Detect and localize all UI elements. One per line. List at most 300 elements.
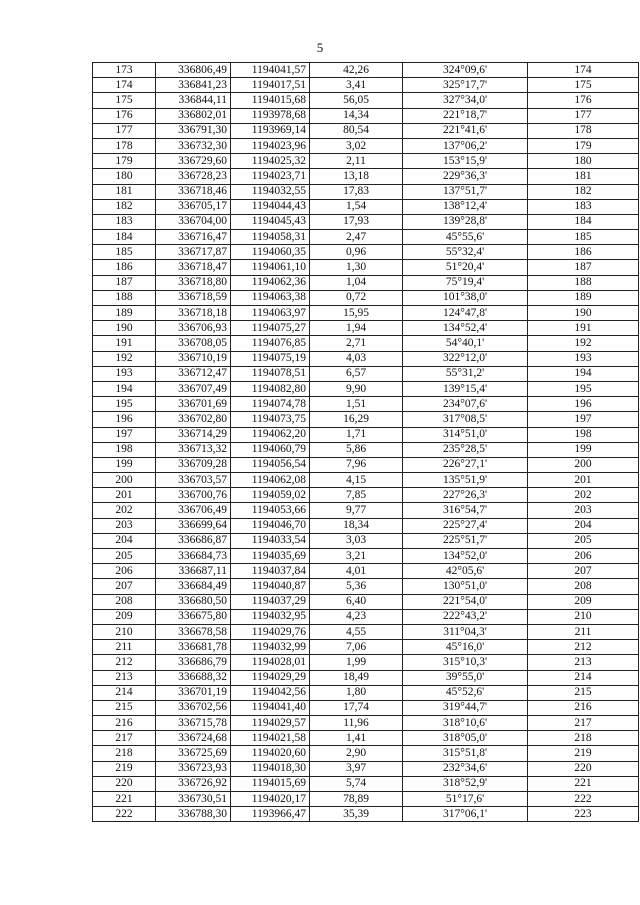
next-point-cell: 186 [528, 245, 639, 260]
direction-angle-cell: 54°40,1' [403, 336, 528, 351]
point-number-cell: 201 [93, 488, 156, 503]
table-row [93, 807, 639, 822]
table-row [93, 700, 639, 715]
distance-cell: 2,71 [310, 336, 403, 351]
table-row [93, 214, 639, 229]
next-point-cell: 197 [528, 412, 639, 427]
table-row [93, 655, 639, 670]
point-number-cell: 186 [93, 260, 156, 275]
point-number-cell: 184 [93, 230, 156, 245]
table-row [93, 230, 639, 245]
direction-angle-cell: 327°34,0' [403, 93, 528, 108]
x-coordinate-cell: 336791,30 [156, 123, 231, 138]
distance-cell: 3,21 [310, 549, 403, 564]
distance-cell: 2,90 [310, 746, 403, 761]
point-number-cell: 182 [93, 199, 156, 214]
table-row [93, 792, 639, 807]
table-row [93, 761, 639, 776]
x-coordinate-cell: 336844,11 [156, 93, 231, 108]
next-point-cell: 221 [528, 776, 639, 791]
point-number-cell: 202 [93, 503, 156, 518]
distance-cell: 16,29 [310, 412, 403, 427]
distance-cell: 1,04 [310, 275, 403, 290]
distance-cell: 18,49 [310, 670, 403, 685]
next-point-cell: 178 [528, 123, 639, 138]
point-number-cell: 185 [93, 245, 156, 260]
point-number-cell: 219 [93, 761, 156, 776]
next-point-cell: 194 [528, 366, 639, 381]
next-point-cell: 202 [528, 488, 639, 503]
direction-angle-cell: 318°10,6' [403, 716, 528, 731]
x-coordinate-cell: 336675,80 [156, 609, 231, 624]
point-number-cell: 203 [93, 518, 156, 533]
next-point-cell: 215 [528, 685, 639, 700]
x-coordinate-cell: 336729,60 [156, 154, 231, 169]
x-coordinate-cell: 336688,32 [156, 670, 231, 685]
direction-angle-cell: 229°36,3' [403, 169, 528, 184]
direction-angle-cell: 39°55,0' [403, 670, 528, 685]
table-row [93, 78, 639, 93]
point-number-cell: 177 [93, 123, 156, 138]
x-coordinate-cell: 336717,87 [156, 245, 231, 260]
point-number-cell: 220 [93, 776, 156, 791]
point-number-cell: 213 [93, 670, 156, 685]
y-coordinate-cell: 1193966,47 [231, 807, 310, 822]
x-coordinate-cell: 336706,49 [156, 503, 231, 518]
next-point-cell: 190 [528, 306, 639, 321]
y-coordinate-cell: 1194021,58 [231, 731, 310, 746]
distance-cell: 2,47 [310, 230, 403, 245]
direction-angle-cell: 139°15,4' [403, 381, 528, 396]
x-coordinate-cell: 336684,49 [156, 579, 231, 594]
point-number-cell: 178 [93, 138, 156, 153]
point-number-cell: 214 [93, 685, 156, 700]
next-point-cell: 180 [528, 154, 639, 169]
distance-cell: 80,54 [310, 123, 403, 138]
y-coordinate-cell: 1194076,85 [231, 336, 310, 351]
x-coordinate-cell: 336701,69 [156, 397, 231, 412]
y-coordinate-cell: 1194032,55 [231, 184, 310, 199]
y-coordinate-cell: 1194082,80 [231, 381, 310, 396]
next-point-cell: 205 [528, 533, 639, 548]
x-coordinate-cell: 336702,80 [156, 412, 231, 427]
next-point-cell: 201 [528, 473, 639, 488]
distance-cell: 1,54 [310, 199, 403, 214]
table-row [93, 533, 639, 548]
table-row [93, 321, 639, 336]
next-point-cell: 199 [528, 442, 639, 457]
next-point-cell: 192 [528, 336, 639, 351]
y-coordinate-cell: 1194023,71 [231, 169, 310, 184]
direction-angle-cell: 45°55,6' [403, 230, 528, 245]
coordinates-table-body [93, 63, 639, 822]
x-coordinate-cell: 336841,23 [156, 78, 231, 93]
x-coordinate-cell: 336709,28 [156, 457, 231, 472]
table-row [93, 488, 639, 503]
direction-angle-cell: 325°17,7' [403, 78, 528, 93]
direction-angle-cell: 235°28,5' [403, 442, 528, 457]
y-coordinate-cell: 1194059,02 [231, 488, 310, 503]
coordinates-table [92, 62, 639, 822]
x-coordinate-cell: 336718,47 [156, 260, 231, 275]
x-coordinate-cell: 336806,49 [156, 63, 231, 78]
direction-angle-cell: 139°28,8' [403, 214, 528, 229]
next-point-cell: 196 [528, 397, 639, 412]
x-coordinate-cell: 336718,46 [156, 184, 231, 199]
next-point-cell: 203 [528, 503, 639, 518]
next-point-cell: 204 [528, 518, 639, 533]
distance-cell: 3,41 [310, 78, 403, 93]
x-coordinate-cell: 336713,32 [156, 442, 231, 457]
point-number-cell: 218 [93, 746, 156, 761]
next-point-cell: 220 [528, 761, 639, 776]
distance-cell: 1,71 [310, 427, 403, 442]
direction-angle-cell: 221°54,0' [403, 594, 528, 609]
table-row [93, 290, 639, 305]
next-point-cell: 206 [528, 549, 639, 564]
point-number-cell: 197 [93, 427, 156, 442]
direction-angle-cell: 124°47,8' [403, 306, 528, 321]
direction-angle-cell: 226°27,1' [403, 457, 528, 472]
distance-cell: 42,26 [310, 63, 403, 78]
x-coordinate-cell: 336687,11 [156, 564, 231, 579]
point-number-cell: 206 [93, 564, 156, 579]
direction-angle-cell: 130°51,0' [403, 579, 528, 594]
direction-angle-cell: 315°51,8' [403, 746, 528, 761]
y-coordinate-cell: 1194045,43 [231, 214, 310, 229]
distance-cell: 18,34 [310, 518, 403, 533]
distance-cell: 11,96 [310, 716, 403, 731]
distance-cell: 1,80 [310, 685, 403, 700]
x-coordinate-cell: 336706,93 [156, 321, 231, 336]
x-coordinate-cell: 336725,69 [156, 746, 231, 761]
x-coordinate-cell: 336718,59 [156, 290, 231, 305]
y-coordinate-cell: 1194053,66 [231, 503, 310, 518]
y-coordinate-cell: 1193969,14 [231, 123, 310, 138]
point-number-cell: 180 [93, 169, 156, 184]
point-number-cell: 208 [93, 594, 156, 609]
point-number-cell: 204 [93, 533, 156, 548]
table-row [93, 624, 639, 639]
point-number-cell: 215 [93, 700, 156, 715]
distance-cell: 13,18 [310, 169, 403, 184]
table-row [93, 169, 639, 184]
direction-angle-cell: 322°12,0' [403, 351, 528, 366]
direction-angle-cell: 45°52,6' [403, 685, 528, 700]
table-row [93, 412, 639, 427]
next-point-cell: 218 [528, 731, 639, 746]
y-coordinate-cell: 1194063,38 [231, 290, 310, 305]
next-point-cell: 217 [528, 716, 639, 731]
y-coordinate-cell: 1194035,69 [231, 549, 310, 564]
point-number-cell: 221 [93, 792, 156, 807]
direction-angle-cell: 232°34,6' [403, 761, 528, 776]
distance-cell: 6,57 [310, 366, 403, 381]
point-number-cell: 200 [93, 473, 156, 488]
y-coordinate-cell: 1194032,99 [231, 640, 310, 655]
direction-angle-cell: 315°10,3' [403, 655, 528, 670]
y-coordinate-cell: 1194020,17 [231, 792, 310, 807]
point-number-cell: 192 [93, 351, 156, 366]
x-coordinate-cell: 336702,56 [156, 700, 231, 715]
next-point-cell: 214 [528, 670, 639, 685]
y-coordinate-cell: 1194062,20 [231, 427, 310, 442]
distance-cell: 1,30 [310, 260, 403, 275]
next-point-cell: 189 [528, 290, 639, 305]
x-coordinate-cell: 336718,80 [156, 275, 231, 290]
table-row [93, 108, 639, 123]
point-number-cell: 187 [93, 275, 156, 290]
table-row [93, 518, 639, 533]
point-number-cell: 217 [93, 731, 156, 746]
table-row [93, 381, 639, 396]
y-coordinate-cell: 1194015,69 [231, 776, 310, 791]
distance-cell: 3,02 [310, 138, 403, 153]
x-coordinate-cell: 336730,51 [156, 792, 231, 807]
distance-cell: 4,15 [310, 473, 403, 488]
x-coordinate-cell: 336724,68 [156, 731, 231, 746]
distance-cell: 5,74 [310, 776, 403, 791]
distance-cell: 78,89 [310, 792, 403, 807]
x-coordinate-cell: 336732,30 [156, 138, 231, 153]
distance-cell: 35,39 [310, 807, 403, 822]
point-number-cell: 207 [93, 579, 156, 594]
x-coordinate-cell: 336699,64 [156, 518, 231, 533]
next-point-cell: 174 [528, 63, 639, 78]
next-point-cell: 223 [528, 807, 639, 822]
next-point-cell: 176 [528, 93, 639, 108]
table-row [93, 63, 639, 78]
y-coordinate-cell: 1194029,29 [231, 670, 310, 685]
direction-angle-cell: 42°05,6' [403, 564, 528, 579]
point-number-cell: 209 [93, 609, 156, 624]
point-number-cell: 190 [93, 321, 156, 336]
direction-angle-cell: 227°26,3' [403, 488, 528, 503]
x-coordinate-cell: 336712,47 [156, 366, 231, 381]
table-row [93, 138, 639, 153]
table-row [93, 594, 639, 609]
direction-angle-cell: 134°52,4' [403, 321, 528, 336]
direction-angle-cell: 311°04,3' [403, 624, 528, 639]
y-coordinate-cell: 1194078,51 [231, 366, 310, 381]
point-number-cell: 210 [93, 624, 156, 639]
table-row [93, 640, 639, 655]
table-row [93, 564, 639, 579]
next-point-cell: 219 [528, 746, 639, 761]
next-point-cell: 183 [528, 199, 639, 214]
table-row [93, 351, 639, 366]
table-row [93, 776, 639, 791]
direction-angle-cell: 137°06,2' [403, 138, 528, 153]
point-number-cell: 222 [93, 807, 156, 822]
table-row [93, 503, 639, 518]
y-coordinate-cell: 1194020,60 [231, 746, 310, 761]
point-number-cell: 211 [93, 640, 156, 655]
next-point-cell: 222 [528, 792, 639, 807]
table-row [93, 123, 639, 138]
y-coordinate-cell: 1194046,70 [231, 518, 310, 533]
y-coordinate-cell: 1194040,87 [231, 579, 310, 594]
point-number-cell: 195 [93, 397, 156, 412]
y-coordinate-cell: 1194033,54 [231, 533, 310, 548]
point-number-cell: 191 [93, 336, 156, 351]
table-row [93, 93, 639, 108]
point-number-cell: 212 [93, 655, 156, 670]
table-row [93, 685, 639, 700]
table-row [93, 716, 639, 731]
next-point-cell: 187 [528, 260, 639, 275]
x-coordinate-cell: 336715,78 [156, 716, 231, 731]
x-coordinate-cell: 336802,01 [156, 108, 231, 123]
next-point-cell: 210 [528, 609, 639, 624]
y-coordinate-cell: 1194058,31 [231, 230, 310, 245]
x-coordinate-cell: 336686,79 [156, 655, 231, 670]
table-row [93, 397, 639, 412]
next-point-cell: 193 [528, 351, 639, 366]
distance-cell: 9,90 [310, 381, 403, 396]
next-point-cell: 188 [528, 275, 639, 290]
distance-cell: 2,11 [310, 154, 403, 169]
y-coordinate-cell: 1194044,43 [231, 199, 310, 214]
y-coordinate-cell: 1194075,27 [231, 321, 310, 336]
distance-cell: 9,77 [310, 503, 403, 518]
table-row [93, 457, 639, 472]
next-point-cell: 200 [528, 457, 639, 472]
direction-angle-cell: 137°51,7' [403, 184, 528, 199]
y-coordinate-cell: 1194062,08 [231, 473, 310, 488]
next-point-cell: 209 [528, 594, 639, 609]
direction-angle-cell: 324°09,6' [403, 63, 528, 78]
x-coordinate-cell: 336708,05 [156, 336, 231, 351]
direction-angle-cell: 318°05,0' [403, 731, 528, 746]
distance-cell: 0,72 [310, 290, 403, 305]
y-coordinate-cell: 1194061,10 [231, 260, 310, 275]
y-coordinate-cell: 1194062,36 [231, 275, 310, 290]
distance-cell: 14,34 [310, 108, 403, 123]
point-number-cell: 181 [93, 184, 156, 199]
y-coordinate-cell: 1194041,40 [231, 700, 310, 715]
distance-cell: 0,96 [310, 245, 403, 260]
y-coordinate-cell: 1194074,78 [231, 397, 310, 412]
direction-angle-cell: 317°06,1' [403, 807, 528, 822]
distance-cell: 4,55 [310, 624, 403, 639]
direction-angle-cell: 317°08,5' [403, 412, 528, 427]
table-row [93, 549, 639, 564]
y-coordinate-cell: 1194025,32 [231, 154, 310, 169]
direction-angle-cell: 51°17,6' [403, 792, 528, 807]
next-point-cell: 216 [528, 700, 639, 715]
direction-angle-cell: 314°51,0' [403, 427, 528, 442]
x-coordinate-cell: 336707,49 [156, 381, 231, 396]
distance-cell: 7,06 [310, 640, 403, 655]
table-row [93, 306, 639, 321]
distance-cell: 6,40 [310, 594, 403, 609]
direction-angle-cell: 225°51,7' [403, 533, 528, 548]
page-number: 5 [316, 40, 324, 55]
y-coordinate-cell: 1194060,79 [231, 442, 310, 457]
distance-cell: 3,97 [310, 761, 403, 776]
x-coordinate-cell: 336728,23 [156, 169, 231, 184]
x-coordinate-cell: 336788,30 [156, 807, 231, 822]
y-coordinate-cell: 1194023,96 [231, 138, 310, 153]
direction-angle-cell: 101°38,0' [403, 290, 528, 305]
x-coordinate-cell: 336680,50 [156, 594, 231, 609]
table-row [93, 746, 639, 761]
distance-cell: 15,95 [310, 306, 403, 321]
y-coordinate-cell: 1194073,75 [231, 412, 310, 427]
x-coordinate-cell: 336700,76 [156, 488, 231, 503]
point-number-cell: 196 [93, 412, 156, 427]
direction-angle-cell: 55°31,2' [403, 366, 528, 381]
direction-angle-cell: 153°15,9' [403, 154, 528, 169]
distance-cell: 17,83 [310, 184, 403, 199]
x-coordinate-cell: 336714,29 [156, 427, 231, 442]
direction-angle-cell: 45°16,0' [403, 640, 528, 655]
y-coordinate-cell: 1194063,97 [231, 306, 310, 321]
direction-angle-cell: 75°19,4' [403, 275, 528, 290]
y-coordinate-cell: 1194028,01 [231, 655, 310, 670]
y-coordinate-cell: 1194041,57 [231, 63, 310, 78]
distance-cell: 17,93 [310, 214, 403, 229]
point-number-cell: 198 [93, 442, 156, 457]
distance-cell: 4,01 [310, 564, 403, 579]
direction-angle-cell: 134°52,0' [403, 549, 528, 564]
next-point-cell: 212 [528, 640, 639, 655]
y-coordinate-cell: 1194037,29 [231, 594, 310, 609]
y-coordinate-cell: 1194018,30 [231, 761, 310, 776]
y-coordinate-cell: 1194075,19 [231, 351, 310, 366]
next-point-cell: 191 [528, 321, 639, 336]
point-number-cell: 216 [93, 716, 156, 731]
next-point-cell: 208 [528, 579, 639, 594]
next-point-cell: 185 [528, 230, 639, 245]
y-coordinate-cell: 1194029,57 [231, 716, 310, 731]
x-coordinate-cell: 336726,92 [156, 776, 231, 791]
table-row [93, 199, 639, 214]
distance-cell: 5,86 [310, 442, 403, 457]
x-coordinate-cell: 336678,58 [156, 624, 231, 639]
next-point-cell: 195 [528, 381, 639, 396]
point-number-cell: 205 [93, 549, 156, 564]
distance-cell: 56,05 [310, 93, 403, 108]
table-row [93, 442, 639, 457]
direction-angle-cell: 55°32,4' [403, 245, 528, 260]
distance-cell: 7,85 [310, 488, 403, 503]
y-coordinate-cell: 1194056,54 [231, 457, 310, 472]
distance-cell: 4,03 [310, 351, 403, 366]
table-row [93, 260, 639, 275]
point-number-cell: 199 [93, 457, 156, 472]
next-point-cell: 213 [528, 655, 639, 670]
point-number-cell: 188 [93, 290, 156, 305]
table-row [93, 670, 639, 685]
x-coordinate-cell: 336704,00 [156, 214, 231, 229]
next-point-cell: 211 [528, 624, 639, 639]
table-row [93, 609, 639, 624]
point-number-cell: 183 [93, 214, 156, 229]
table-row [93, 579, 639, 594]
distance-cell: 1,51 [310, 397, 403, 412]
direction-angle-cell: 135°51,9' [403, 473, 528, 488]
y-coordinate-cell: 1194017,51 [231, 78, 310, 93]
table-row [93, 366, 639, 381]
table-row [93, 245, 639, 260]
direction-angle-cell: 316°54,7' [403, 503, 528, 518]
point-number-cell: 176 [93, 108, 156, 123]
table-row [93, 184, 639, 199]
next-point-cell: 175 [528, 78, 639, 93]
next-point-cell: 182 [528, 184, 639, 199]
